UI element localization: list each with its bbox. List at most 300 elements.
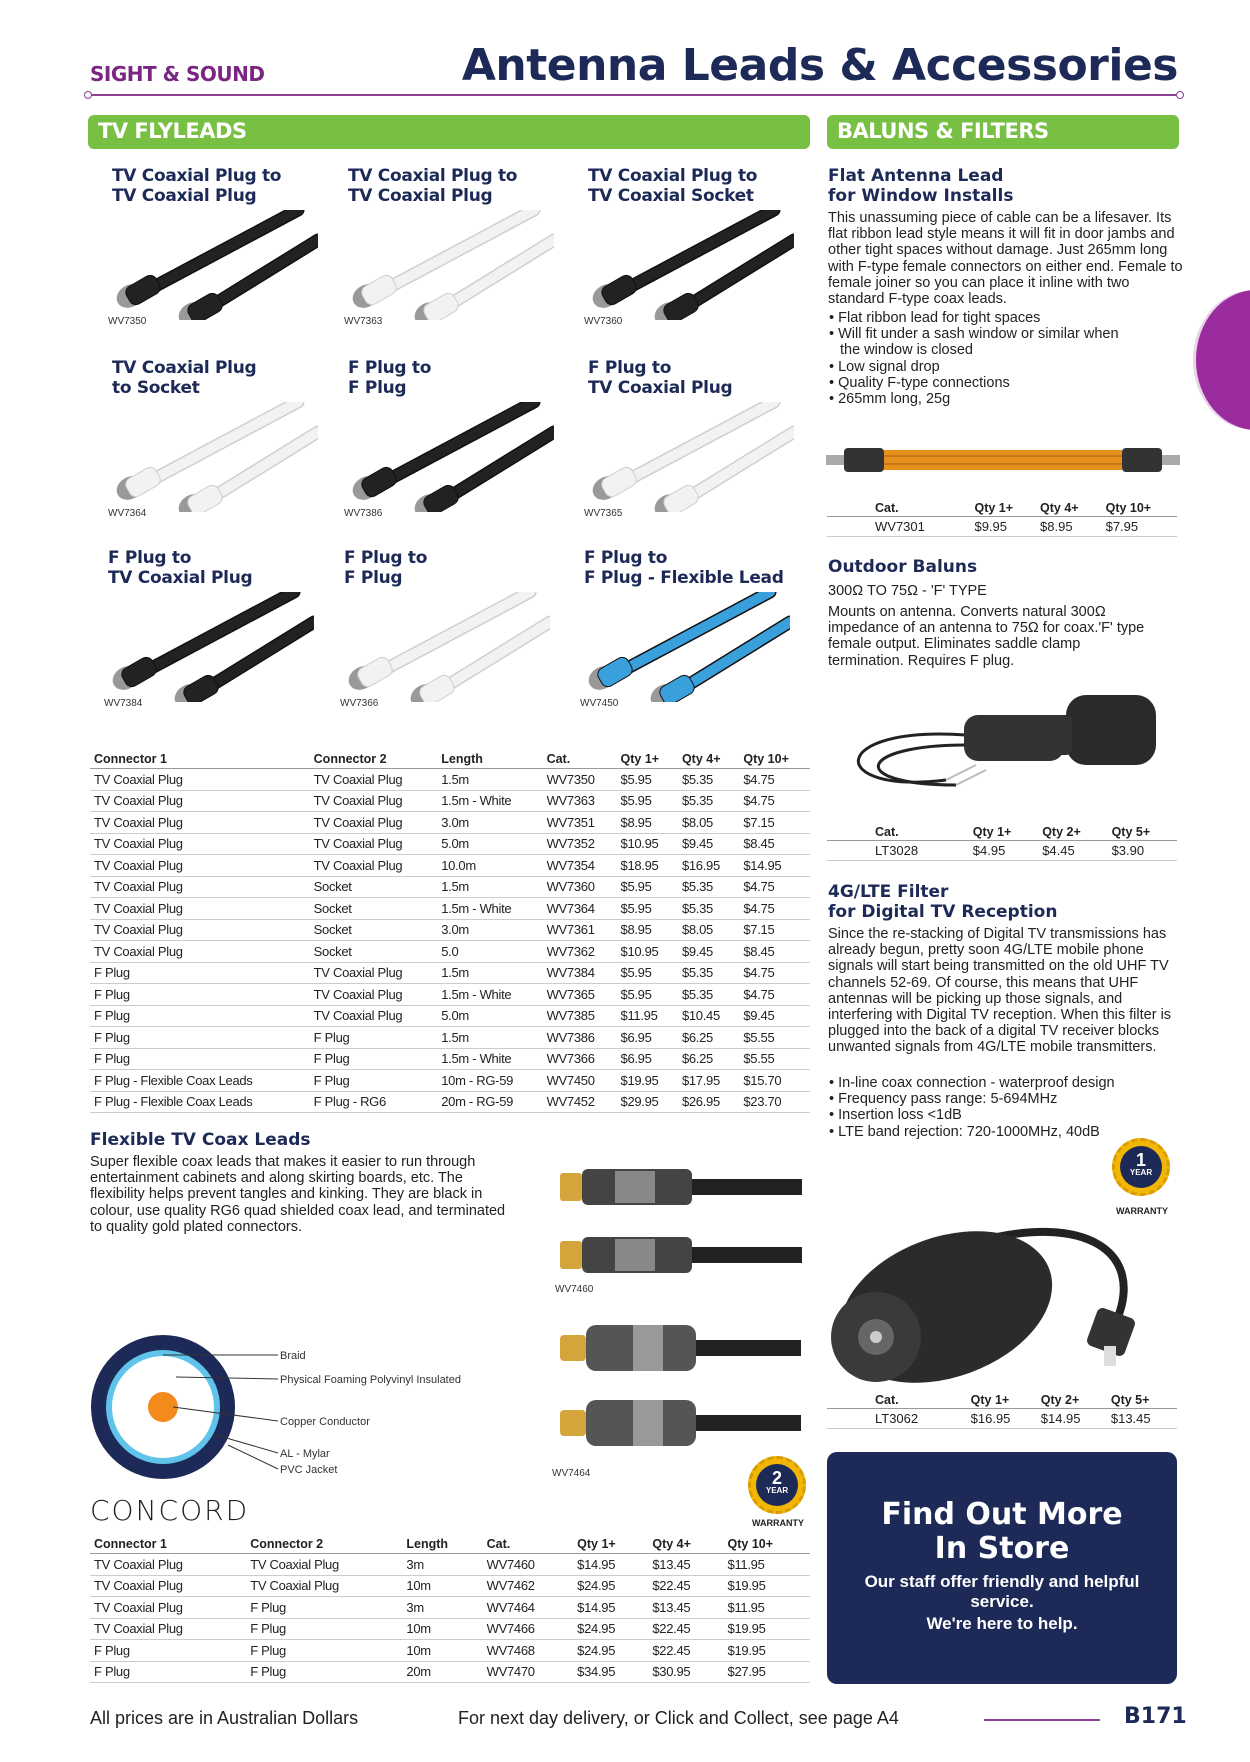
- table-row: [90, 1048, 810, 1070]
- table-cell: WV7386: [543, 1027, 617, 1049]
- column-header: Qty 4+: [1036, 500, 1102, 517]
- product-title: [348, 358, 431, 398]
- table-cell: $9.95: [970, 517, 1036, 537]
- table-cell: $10.95: [617, 833, 678, 855]
- table-cell: F Plug - Flexible Coax Leads: [90, 1070, 310, 1092]
- table-cell: 3.0m: [437, 919, 542, 941]
- cat-code: WV7450: [580, 698, 619, 709]
- feature-bullet: • In-line coax connection - waterproof design: [828, 1075, 1128, 1091]
- flexible-price-table: [90, 1535, 810, 1683]
- table-header-row: [827, 1392, 1177, 1409]
- table-cell: 10m: [402, 1575, 482, 1597]
- table-cell: $8.05: [678, 812, 739, 834]
- outdoor-baluns-price-table: [827, 824, 1177, 861]
- table-cell: 1.5m: [437, 962, 542, 984]
- table-cell: $18.95: [617, 855, 678, 877]
- table-cell: $15.70: [739, 1070, 810, 1092]
- cat-code-wv7460: WV7460: [555, 1284, 594, 1295]
- table-cell: $26.95: [678, 1091, 739, 1113]
- table-cell: $14.95: [1037, 1409, 1107, 1429]
- product-title-line1: F Plug to: [108, 548, 192, 568]
- table-cell: 1.5m - White: [437, 984, 542, 1006]
- column-header: Connector 2: [310, 750, 438, 769]
- product-image-wv7301: [826, 440, 1180, 480]
- table-row: [90, 1005, 810, 1027]
- product-title-line2: to Socket: [112, 378, 200, 398]
- table-cell: F Plug: [90, 1640, 246, 1662]
- table-cell: $9.45: [739, 1005, 810, 1027]
- flyleads-price-table: [90, 750, 810, 1113]
- table-cell: TV Coaxial Plug: [90, 790, 310, 812]
- lte-filter-description: Since the re-stacking of Digital TV transmissions has already begun, pretty soon 4G/LTE mobile phone signals will start being transmitted on the old UHF TV channels 52-69. Of course, this means that UHF antennas will be picking up those signals, and interfering with Digital TV reception. When this filter is plugged into the back of a digital TV receiver blocks unwanted signals from 4G/LTE mobile transmitters.: [828, 926, 1172, 1056]
- table-cell: TV Coaxial Plug: [90, 1597, 246, 1619]
- outdoor-baluns-subtitle: 300Ω TO 75Ω - 'F' TYPE: [828, 583, 987, 599]
- table-cell: 5.0m: [437, 833, 542, 855]
- table-cell: $27.95: [724, 1661, 810, 1683]
- table-row: [90, 1070, 810, 1092]
- table-cell: $5.95: [617, 790, 678, 812]
- table-cell: WV7362: [543, 941, 617, 963]
- section-tag: SIGHT & SOUND: [90, 62, 265, 86]
- table-row: [827, 1409, 1177, 1429]
- cta-body-line1: Our staff offer friendly and helpful service.: [864, 1572, 1140, 1611]
- table-row: [90, 790, 810, 812]
- table-cell: F Plug: [310, 1048, 438, 1070]
- table-cell: $4.95: [969, 841, 1038, 861]
- table-cell: $4.75: [739, 962, 810, 984]
- table-cell: Socket: [310, 919, 438, 941]
- product-title-line2: F Plug: [348, 378, 407, 398]
- table-cell: 1.5m: [437, 1027, 542, 1049]
- table-cell: TV Coaxial Plug: [90, 833, 310, 855]
- table-cell: $14.95: [573, 1597, 648, 1619]
- footer-divider: [984, 1719, 1100, 1721]
- table-row: [90, 984, 810, 1006]
- table-row: [90, 962, 810, 984]
- section-bar-baluns-filters: BALUNS & FILTERS: [827, 115, 1179, 149]
- table-cell: $6.25: [678, 1027, 739, 1049]
- table-cell: $4.75: [739, 984, 810, 1006]
- diagram-label-pvc: PVC Jacket: [280, 1464, 338, 1476]
- column-header: Length: [437, 750, 542, 769]
- table-cell: WV7301: [827, 517, 970, 537]
- table-cell: 20m: [402, 1661, 482, 1683]
- column-header: Qty 2+: [1038, 824, 1107, 841]
- warranty-label: WARRANTY: [752, 1518, 804, 1528]
- column-header: Connector 1: [90, 1535, 246, 1554]
- product-title: [584, 548, 784, 588]
- table-cell: 3m: [402, 1597, 482, 1619]
- product-title-line2: TV Coaxial Plug: [108, 568, 253, 588]
- table-cell: F Plug: [90, 1005, 310, 1027]
- flat-lead-price-table: [827, 500, 1177, 537]
- table-row: [90, 1618, 810, 1640]
- lte-filter-title-line1: 4G/LTE Filter: [828, 882, 949, 902]
- feature-bullet: • Low signal drop: [828, 359, 1128, 375]
- warranty-badge-1-year: [1112, 1138, 1170, 1196]
- cat-code-wv7464: WV7464: [552, 1468, 591, 1479]
- table-cell: F Plug: [246, 1597, 402, 1619]
- cat-code: WV7386: [344, 508, 383, 519]
- table-cell: $4.45: [1038, 841, 1107, 861]
- table-cell: WV7385: [543, 1005, 617, 1027]
- column-header: Qty 5+: [1108, 824, 1177, 841]
- table-cell: F Plug: [90, 984, 310, 1006]
- lte-filter-title-line2: for Digital TV Reception: [828, 902, 1058, 922]
- table-cell: 1.5m: [437, 769, 542, 791]
- warranty-years: 2: [771, 1468, 782, 1488]
- table-cell: F Plug: [310, 1070, 438, 1092]
- column-header: Qty 5+: [1107, 1392, 1177, 1409]
- product-title-line1: F Plug to: [588, 358, 672, 378]
- table-cell: WV7365: [543, 984, 617, 1006]
- product-image-wv7460: [555, 1155, 805, 1285]
- table-cell: TV Coaxial Plug: [310, 812, 438, 834]
- flat-lead-description: This unassuming piece of cable can be a lifesaver. Its flat ribbon lead style means it will fit in door jambs and other tight spaces without damage. Just 265mm long with F-type female connectors on either end. Female to female joiner so you can place it inline with two standard F-type coax leads.: [828, 210, 1183, 308]
- table-cell: $8.05: [678, 919, 739, 941]
- column-header: Connector 1: [90, 750, 310, 769]
- table-cell: F Plug: [90, 1048, 310, 1070]
- table-row: [90, 855, 810, 877]
- table-cell: $19.95: [724, 1618, 810, 1640]
- cat-code: WV7366: [340, 698, 379, 709]
- product-title-line2: F Plug - Flexible Lead: [584, 568, 784, 588]
- table-cell: TV Coaxial Plug: [90, 1618, 246, 1640]
- flat-lead-title-line2: for Window Installs: [828, 186, 1014, 206]
- table-cell: TV Coaxial Plug: [310, 1005, 438, 1027]
- table-cell: $29.95: [617, 1091, 678, 1113]
- table-cell: $22.45: [648, 1575, 723, 1597]
- table-cell: F Plug: [246, 1661, 402, 1683]
- column-header: Connector 2: [246, 1535, 402, 1554]
- table-row: [90, 1597, 810, 1619]
- warranty-unit: YEAR: [765, 1486, 789, 1495]
- table-row: [90, 1661, 810, 1683]
- table-cell: $19.95: [617, 1070, 678, 1092]
- table-row: [90, 833, 810, 855]
- table-cell: $9.45: [678, 941, 739, 963]
- product-image-wv7464: [555, 1310, 805, 1460]
- warranty-badge-2-year: [748, 1456, 806, 1514]
- table-cell: TV Coaxial Plug: [90, 876, 310, 898]
- table-cell: 1.5m: [437, 876, 542, 898]
- table-cell: WV7361: [543, 919, 617, 941]
- product-image-wv7386: [344, 402, 554, 517]
- table-row: [90, 1640, 810, 1662]
- product-title-line2: TV Coaxial Plug: [348, 186, 493, 206]
- flexible-leads-description: Super flexible coax leads that makes it easier to run through entertainment cabinets and along skirting boards, etc. The flexibility helps prevent tangles and kinking. They are black in colour, use quality RG6 quad shielded coax lead, and terminated to quality gold plated connectors.: [90, 1154, 506, 1235]
- table-row: [90, 941, 810, 963]
- table-cell: $6.95: [617, 1048, 678, 1070]
- table-cell: $5.35: [678, 769, 739, 791]
- table-cell: $6.95: [617, 1027, 678, 1049]
- table-cell: $7.15: [739, 919, 810, 941]
- table-cell: WV7350: [543, 769, 617, 791]
- table-header-row: [827, 500, 1177, 517]
- table-cell: $5.35: [678, 984, 739, 1006]
- warranty-years: 1: [1135, 1150, 1146, 1170]
- table-cell: TV Coaxial Plug: [246, 1554, 402, 1576]
- product-title-line1: TV Coaxial Plug to: [588, 166, 758, 186]
- table-cell: $10.95: [617, 941, 678, 963]
- table-cell: TV Coaxial Plug: [90, 769, 310, 791]
- table-cell: 10m: [402, 1618, 482, 1640]
- diagram-label-copper: Copper Conductor: [280, 1416, 370, 1428]
- table-row: [90, 1091, 810, 1113]
- product-title: [112, 166, 281, 206]
- table-cell: $17.95: [678, 1070, 739, 1092]
- table-cell: WV7470: [483, 1661, 574, 1683]
- footer-currency-note: All prices are in Australian Dollars: [90, 1708, 359, 1728]
- diagram-label-foaming: Physical Foaming Polyvinyl Insulated: [280, 1374, 461, 1386]
- cat-code: WV7350: [108, 316, 147, 327]
- table-cell: $11.95: [724, 1554, 810, 1576]
- header-divider: [90, 94, 1178, 96]
- table-row: [90, 1027, 810, 1049]
- table-cell: $5.95: [617, 769, 678, 791]
- lte-filter-price-table: [827, 1392, 1177, 1429]
- find-out-more-banner: [827, 1452, 1177, 1684]
- table-row: [90, 769, 810, 791]
- column-header: Cat.: [827, 1392, 967, 1409]
- table-row: [90, 1554, 810, 1576]
- lte-filter-features: [828, 1075, 1128, 1140]
- product-image-wv7360: [584, 210, 794, 325]
- table-cell: 3m: [402, 1554, 482, 1576]
- table-cell: $5.95: [617, 984, 678, 1006]
- brand-logo-concord: CONCORD: [90, 1494, 250, 1527]
- column-header: Qty 1+: [573, 1535, 648, 1554]
- footer-delivery-note: For next day delivery, or Click and Collect, see page A4: [458, 1708, 899, 1728]
- table-cell: 10m - RG-59: [437, 1070, 542, 1092]
- column-header: Cat.: [483, 1535, 574, 1554]
- product-title-line2: F Plug: [344, 568, 403, 588]
- table-cell: TV Coaxial Plug: [90, 898, 310, 920]
- cta-heading-line1: Find Out More: [881, 1497, 1123, 1532]
- table-header-row: [90, 1535, 810, 1554]
- table-cell: TV Coaxial Plug: [310, 790, 438, 812]
- table-cell: F Plug - Flexible Coax Leads: [90, 1091, 310, 1113]
- table-cell: TV Coaxial Plug: [310, 855, 438, 877]
- product-title-line1: F Plug to: [344, 548, 428, 568]
- table-cell: TV Coaxial Plug: [90, 919, 310, 941]
- table-cell: $5.95: [617, 898, 678, 920]
- product-image-wv7384: [104, 592, 314, 707]
- feature-bullet: • LTE band rejection: 720-1000MHz, 40dB: [828, 1124, 1128, 1140]
- table-cell: $3.90: [1108, 841, 1177, 861]
- table-cell: $16.95: [678, 855, 739, 877]
- section-bar-tv-flyleads: TV FLYLEADS: [88, 115, 810, 149]
- column-header: Qty 2+: [1037, 1392, 1107, 1409]
- table-cell: $5.35: [678, 876, 739, 898]
- table-cell: 1.5m - White: [437, 790, 542, 812]
- table-cell: Socket: [310, 941, 438, 963]
- outdoor-baluns-description: Mounts on antenna. Converts natural 300Ω impedance of an antenna to 75Ω for coax.'F' type female output. Eliminates saddle clamp termination. Requires F plug.: [828, 604, 1145, 669]
- table-cell: F Plug: [90, 962, 310, 984]
- table-cell: $8.95: [1036, 517, 1102, 537]
- product-image-wv7450: [580, 592, 790, 707]
- table-cell: $14.95: [739, 855, 810, 877]
- lte-filter-title: [828, 882, 1057, 922]
- flat-lead-features: [828, 310, 1128, 407]
- table-cell: $19.95: [724, 1640, 810, 1662]
- cat-code: WV7384: [104, 698, 143, 709]
- cta-body-line2: We're here to help.: [926, 1614, 1078, 1633]
- table-cell: WV7366: [543, 1048, 617, 1070]
- table-cell: $6.25: [678, 1048, 739, 1070]
- table-cell: TV Coaxial Plug: [90, 1554, 246, 1576]
- page-title: Antenna Leads & Accessories: [461, 40, 1178, 91]
- product-title-line2: TV Coaxial Plug: [588, 378, 733, 398]
- table-cell: F Plug: [310, 1027, 438, 1049]
- table-cell: $5.95: [617, 962, 678, 984]
- table-cell: 5.0: [437, 941, 542, 963]
- table-cell: WV7360: [543, 876, 617, 898]
- table-cell: $14.95: [573, 1554, 648, 1576]
- product-title-line1: TV Coaxial Plug: [112, 358, 257, 378]
- table-cell: $11.95: [617, 1005, 678, 1027]
- table-cell: $22.45: [648, 1640, 723, 1662]
- product-title-line2: TV Coaxial Plug: [112, 186, 257, 206]
- table-cell: $5.55: [739, 1027, 810, 1049]
- table-cell: TV Coaxial Plug: [90, 855, 310, 877]
- table-cell: LT3062: [827, 1409, 967, 1429]
- table-cell: F Plug: [90, 1661, 246, 1683]
- table-cell: 1.5m - White: [437, 898, 542, 920]
- column-header: Qty 1+: [970, 500, 1036, 517]
- table-cell: WV7468: [483, 1640, 574, 1662]
- table-cell: $13.45: [1107, 1409, 1177, 1429]
- column-header: Qty 10+: [739, 750, 810, 769]
- flat-lead-title-line1: Flat Antenna Lead: [828, 166, 1004, 186]
- feature-bullet: • Flat ribbon lead for tight spaces: [828, 310, 1128, 326]
- table-cell: $24.95: [573, 1575, 648, 1597]
- table-cell: 1.5m - White: [437, 1048, 542, 1070]
- table-cell: $30.95: [648, 1661, 723, 1683]
- table-cell: $13.45: [648, 1597, 723, 1619]
- table-cell: $5.55: [739, 1048, 810, 1070]
- table-cell: $19.95: [724, 1575, 810, 1597]
- cat-code: WV7365: [584, 508, 623, 519]
- table-cell: $8.95: [617, 919, 678, 941]
- table-cell: TV Coaxial Plug: [90, 941, 310, 963]
- table-cell: Socket: [310, 898, 438, 920]
- column-header: Qty 10+: [724, 1535, 810, 1554]
- column-header: Qty 4+: [678, 750, 739, 769]
- flat-lead-title: [828, 166, 1013, 206]
- table-cell: TV Coaxial Plug: [90, 812, 310, 834]
- table-cell: WV7354: [543, 855, 617, 877]
- table-header-row: [827, 824, 1177, 841]
- product-image-lt3028: [826, 685, 1180, 815]
- product-image-wv7366: [340, 592, 550, 707]
- table-cell: $4.75: [739, 790, 810, 812]
- table-cell: $7.15: [739, 812, 810, 834]
- table-cell: TV Coaxial Plug: [310, 833, 438, 855]
- table-row: [90, 898, 810, 920]
- table-cell: WV7351: [543, 812, 617, 834]
- feature-bullet: • 265mm long, 25g: [828, 391, 1128, 407]
- product-title: [588, 358, 732, 398]
- product-image-wv7364: [108, 402, 318, 517]
- table-row: [827, 517, 1177, 537]
- table-cell: WV7466: [483, 1618, 574, 1640]
- column-header: Qty 4+: [648, 1535, 723, 1554]
- column-header: Length: [402, 1535, 482, 1554]
- table-cell: $10.45: [678, 1005, 739, 1027]
- table-cell: $8.95: [617, 812, 678, 834]
- cat-code: WV7360: [584, 316, 623, 327]
- table-cell: $5.35: [678, 962, 739, 984]
- table-cell: $23.70: [739, 1091, 810, 1113]
- product-title: [112, 358, 256, 398]
- table-cell: WV7364: [543, 898, 617, 920]
- feature-bullet: • Quality F-type connections: [828, 375, 1128, 391]
- feature-bullet: • Insertion loss <1dB: [828, 1107, 1128, 1123]
- table-row: [90, 919, 810, 941]
- table-cell: WV7363: [543, 790, 617, 812]
- table-row: [827, 841, 1177, 861]
- table-cell: $8.45: [739, 941, 810, 963]
- table-cell: $5.35: [678, 898, 739, 920]
- diagram-label-braid: Braid: [280, 1350, 306, 1362]
- table-cell: $11.95: [724, 1597, 810, 1619]
- table-cell: 5.0m: [437, 1005, 542, 1027]
- outdoor-baluns-title: Outdoor Baluns: [828, 557, 978, 577]
- table-cell: F Plug - RG6: [310, 1091, 438, 1113]
- flexible-leads-title: Flexible TV Coax Leads: [90, 1130, 311, 1150]
- product-image-lt3062: [826, 1212, 1180, 1392]
- product-title: [348, 166, 517, 206]
- table-cell: $13.45: [648, 1554, 723, 1576]
- table-cell: WV7384: [543, 962, 617, 984]
- table-row: [90, 812, 810, 834]
- product-title-line2: TV Coaxial Socket: [588, 186, 754, 206]
- product-title: [588, 166, 757, 206]
- table-cell: 3.0m: [437, 812, 542, 834]
- feature-bullet: • Will fit under a sash window or similar when the window is closed: [828, 326, 1128, 358]
- column-header: Qty 1+: [617, 750, 678, 769]
- table-cell: $5.35: [678, 790, 739, 812]
- column-header: Cat.: [543, 750, 617, 769]
- table-cell: $4.75: [739, 769, 810, 791]
- table-cell: $5.95: [617, 876, 678, 898]
- product-title: [108, 548, 252, 588]
- table-cell: $22.45: [648, 1618, 723, 1640]
- product-title-line1: F Plug to: [584, 548, 668, 568]
- table-cell: WV7352: [543, 833, 617, 855]
- column-header: Qty 1+: [967, 1392, 1037, 1409]
- feature-bullet: • Frequency pass range: 5-694MHz: [828, 1091, 1128, 1107]
- table-cell: TV Coaxial Plug: [310, 769, 438, 791]
- table-cell: F Plug: [246, 1618, 402, 1640]
- table-cell: $34.95: [573, 1661, 648, 1683]
- table-cell: $7.95: [1102, 517, 1177, 537]
- table-cell: F Plug: [90, 1027, 310, 1049]
- table-cell: TV Coaxial Plug: [310, 962, 438, 984]
- table-cell: $8.45: [739, 833, 810, 855]
- table-cell: F Plug: [246, 1640, 402, 1662]
- table-cell: WV7462: [483, 1575, 574, 1597]
- table-cell: $9.45: [678, 833, 739, 855]
- product-title-line1: TV Coaxial Plug to: [112, 166, 282, 186]
- column-header: Qty 1+: [969, 824, 1038, 841]
- product-title: [344, 548, 427, 588]
- cta-heading-line2: In Store: [934, 1531, 1070, 1566]
- table-row: [90, 876, 810, 898]
- column-header: Cat.: [827, 500, 970, 517]
- table-cell: WV7450: [543, 1070, 617, 1092]
